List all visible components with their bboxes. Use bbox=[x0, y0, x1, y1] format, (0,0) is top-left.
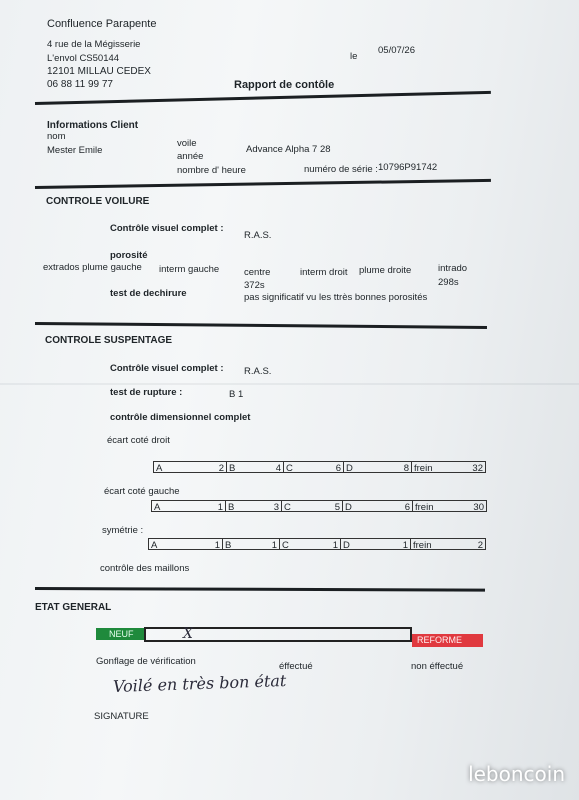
ecart-droit-cell-a: A 2 bbox=[154, 462, 227, 472]
ecart-gauche-cell-frein: frein 30 bbox=[415, 502, 484, 513]
symetrie-row bbox=[148, 538, 486, 550]
gonflage-non-effectue: non éffectué bbox=[411, 661, 464, 672]
divider bbox=[35, 179, 491, 189]
voilure-visuel-label: Contrôle visuel complet : bbox=[110, 223, 224, 234]
symetrie-cell-d: D 1 bbox=[341, 539, 411, 549]
divider bbox=[35, 91, 491, 105]
heures-label: nombre d' heure bbox=[177, 165, 246, 176]
suspentage-visuel-value: R.A.S. bbox=[244, 366, 272, 377]
ecart-gauche-label: écart coté gauche bbox=[104, 486, 180, 497]
gonflage-label: Gonflage de vérification bbox=[96, 656, 196, 667]
porosite-col-interm-gauche: interm gauche bbox=[159, 264, 220, 275]
serie-value: 10796P91742 bbox=[378, 162, 438, 173]
paper-fold bbox=[0, 383, 579, 385]
ecart-droit-row bbox=[153, 461, 486, 473]
voilure-visuel-value: R.A.S. bbox=[244, 230, 272, 241]
ecart-droit-cell-b: B 4 bbox=[227, 462, 284, 472]
company-name: Confluence Parapente bbox=[47, 18, 157, 30]
date-label: le bbox=[350, 51, 358, 62]
voile-value: Advance Alpha 7 28 bbox=[246, 144, 331, 155]
divider bbox=[35, 322, 487, 329]
porosite-col-intrado: intrado bbox=[438, 263, 468, 274]
ecart-gauche-cell-c: C 5 bbox=[282, 501, 343, 511]
dechirure-value: pas significatif vu les ttrès bonnes porosités bbox=[244, 292, 428, 303]
etat-mark: X bbox=[183, 626, 193, 642]
ecart-gauche-cell-a: A 1 bbox=[152, 501, 226, 511]
ecart-gauche-row bbox=[151, 500, 487, 512]
report-title: Rapport de contôle bbox=[234, 79, 335, 91]
porosite-col-interm-droit: interm droit bbox=[300, 267, 348, 278]
annee-label: année bbox=[177, 151, 204, 162]
ecart-gauche-cell-b: B 3 bbox=[226, 501, 282, 511]
signature-label: SIGNATURE bbox=[94, 711, 149, 722]
symetrie-label: symétrie : bbox=[102, 525, 144, 536]
rupture-value: B 1 bbox=[229, 389, 244, 400]
voile-label: voile bbox=[177, 138, 197, 149]
etat-scale-bar bbox=[144, 627, 412, 642]
porosite-label: porosité bbox=[110, 250, 148, 261]
rupture-label: test de rupture : bbox=[110, 387, 183, 398]
symetrie-cell-frein: frein 2 bbox=[413, 540, 483, 551]
porosite-intrado-value: 298s bbox=[438, 277, 459, 288]
gonflage-effectue: éffectué bbox=[279, 661, 313, 672]
porosite-col-centre: centre bbox=[244, 267, 271, 278]
suspentage-visuel-label: Contrôle visuel complet : bbox=[110, 363, 224, 374]
leboncoin-watermark: leboncoin bbox=[468, 762, 565, 786]
serie-label: numéro de série : bbox=[304, 164, 378, 175]
divider bbox=[35, 587, 485, 592]
porosite-centre-value: 372s bbox=[244, 280, 265, 291]
symetrie-cell-b: B 1 bbox=[223, 539, 280, 549]
symetrie-cell-a: A 1 bbox=[149, 539, 223, 549]
ecart-droit-cell-d: D 8 bbox=[344, 462, 412, 472]
company-phone: 06 88 11 99 77 bbox=[47, 79, 113, 90]
etat-reforme-label: REFORME bbox=[412, 634, 483, 647]
ecart-gauche-cell-d: D 6 bbox=[343, 501, 413, 511]
company-address2: L'envol CS50144 bbox=[47, 53, 120, 64]
porosite-col-plume-droite: plume droite bbox=[359, 265, 412, 276]
client-nom-value: Mester Emile bbox=[47, 145, 103, 156]
handwritten-note: Voilé en très bon état bbox=[112, 670, 287, 697]
dimensionnel-label: contrôle dimensionnel complet bbox=[110, 412, 251, 423]
company-city: 12101 MILLAU CEDEX bbox=[47, 66, 151, 77]
suspentage-heading: CONTROLE SUSPENTAGE bbox=[45, 335, 173, 346]
voilure-heading: CONTROLE VOILURE bbox=[46, 196, 150, 207]
report-date: 05/07/26 bbox=[378, 45, 415, 56]
company-address1: 4 rue de la Mégisserie bbox=[47, 39, 141, 50]
ecart-droit-cell-c: C 6 bbox=[284, 462, 344, 472]
client-heading: Informations Client bbox=[47, 120, 139, 131]
maillons-label: contrôle des maillons bbox=[100, 563, 190, 574]
etat-neuf-label: NEUF bbox=[96, 628, 144, 640]
ecart-droit-label: écart coté droit bbox=[107, 435, 170, 446]
porosite-col-extrados: extrados plume gauche bbox=[43, 262, 142, 273]
dechirure-label: test de dechirure bbox=[110, 288, 187, 299]
ecart-droit-cell-frein: frein 32 bbox=[414, 463, 483, 474]
client-nom-label: nom bbox=[47, 131, 66, 142]
etat-heading: ETAT GENERAL bbox=[35, 602, 112, 613]
symetrie-cell-c: C 1 bbox=[280, 539, 341, 549]
